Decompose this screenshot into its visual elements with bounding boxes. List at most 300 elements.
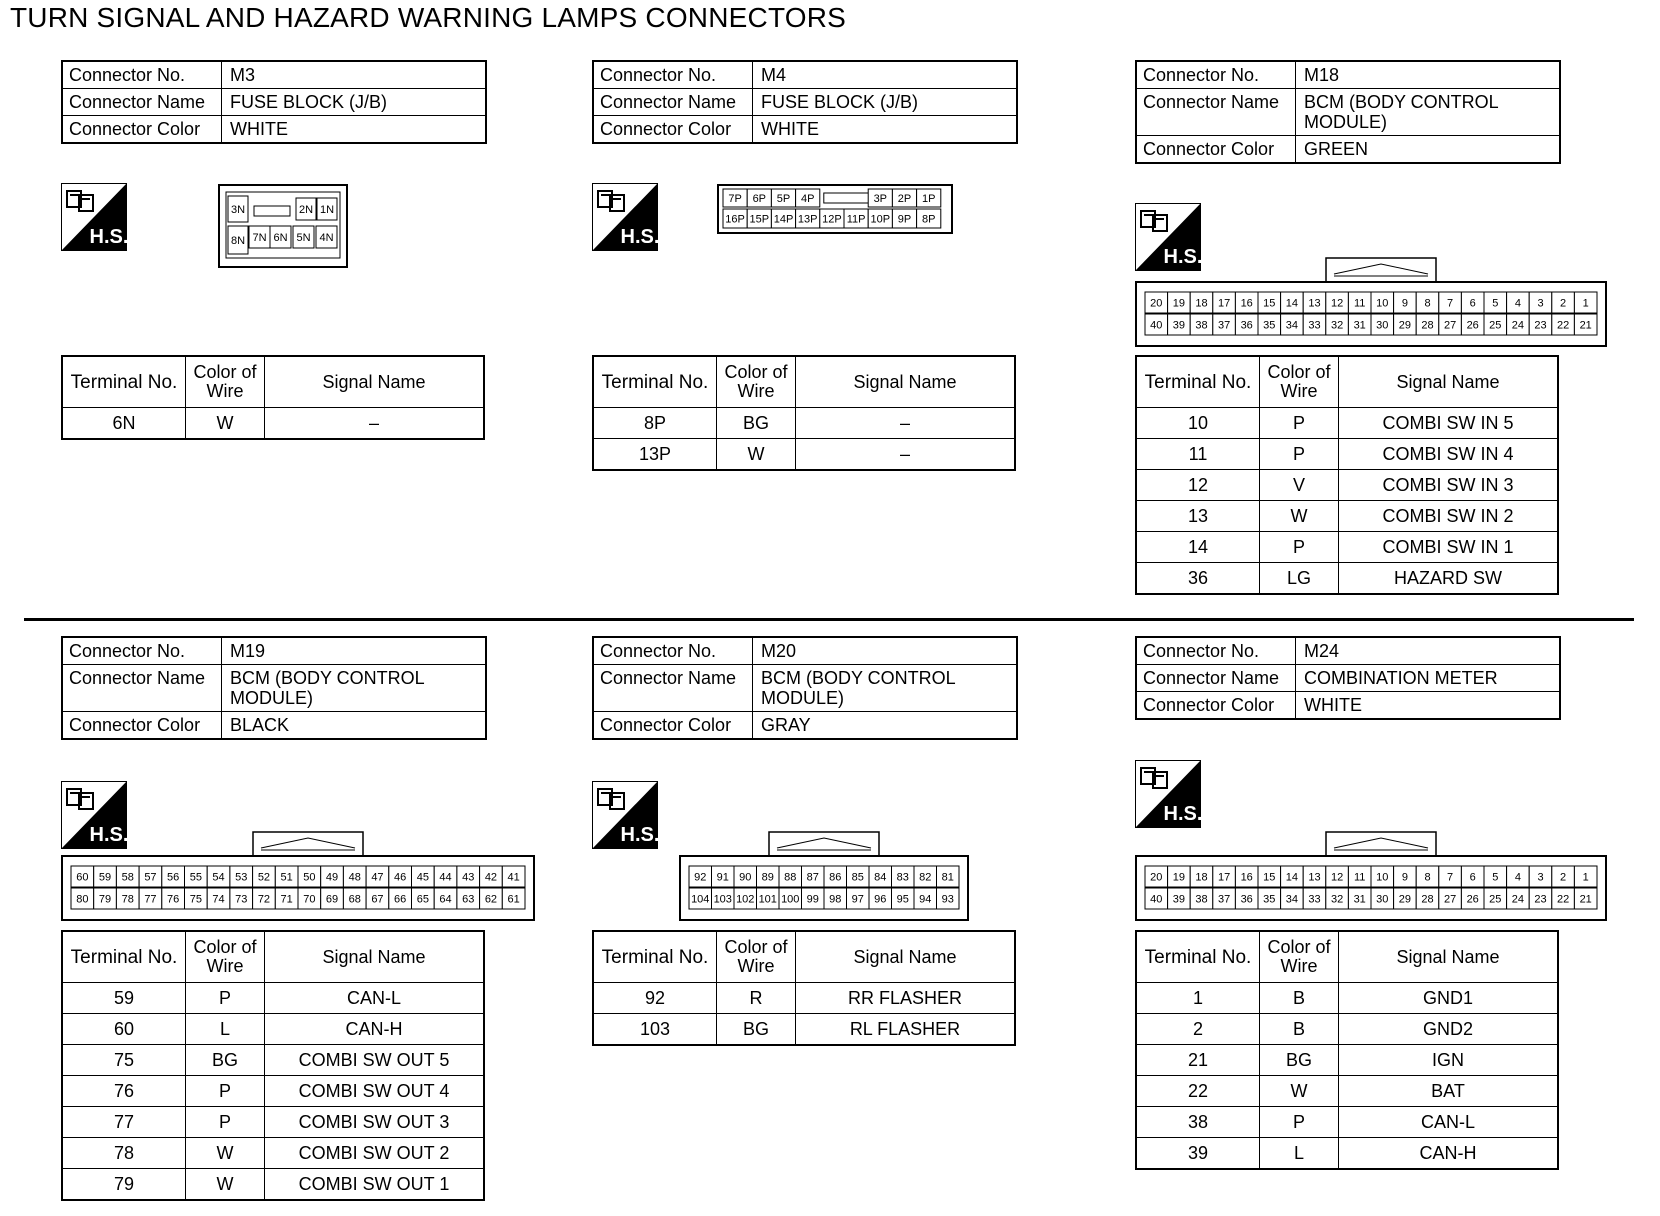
svg-text:84: 84 [874,871,887,884]
connector-pin [937,866,960,887]
wire-color: P [1260,439,1339,470]
svg-text:50: 50 [303,871,316,884]
connector-pin [1348,314,1371,335]
table-row [62,983,484,1014]
connector-pin [917,189,941,207]
svg-text:9: 9 [1401,297,1408,310]
table-row [62,1138,484,1169]
connector-pin [253,866,276,887]
svg-text:55: 55 [189,871,202,884]
terminal-number: 14 [1136,532,1260,563]
svg-text:64: 64 [439,893,452,906]
terminal-table [61,930,485,1201]
connector-pin [802,866,825,887]
connector-pin [1574,866,1597,887]
connector-pin [689,866,712,887]
table-row [62,408,484,440]
svg-text:4: 4 [1514,297,1521,310]
svg-text:82: 82 [919,871,932,884]
svg-text:25: 25 [1489,319,1502,332]
svg-text:69: 69 [325,893,339,906]
connector-info-table [61,636,487,740]
svg-text:76: 76 [167,893,180,906]
wire-color-header: Color of Wire [1260,931,1339,983]
svg-text:11P: 11P [846,213,866,226]
connector-pin [1326,888,1349,909]
hs-label: H.S. [89,824,127,846]
svg-text:104: 104 [691,893,710,906]
svg-text:49: 49 [325,871,339,884]
connector-diagram [1135,256,1607,356]
svg-text:22: 22 [1556,893,1570,906]
svg-text:94: 94 [919,893,932,906]
connector-pin [1484,866,1507,887]
svg-text:28: 28 [1421,319,1434,332]
svg-text:27: 27 [1443,893,1457,906]
connector-pin [1281,314,1304,335]
svg-text:68: 68 [348,893,361,906]
hs-label: H.S. [620,824,658,846]
svg-text:103: 103 [713,893,732,906]
connector-pin [771,189,795,207]
connector-face [717,184,953,234]
connector-pin [1507,292,1530,313]
connector-pin [1145,866,1168,887]
svg-text:10: 10 [1376,297,1389,310]
signal-name: GND1 [1339,983,1559,1014]
wire-color-header: Color of Wire [717,931,796,983]
svg-text:11: 11 [1353,871,1366,884]
svg-text:37: 37 [1217,893,1231,906]
connector-pin [868,209,892,228]
svg-text:22: 22 [1556,319,1570,332]
svg-text:24: 24 [1511,893,1525,906]
svg-text:35: 35 [1263,893,1276,906]
svg-text:44: 44 [439,871,452,884]
connector-name-label: Connector Name [62,665,222,712]
connector-pin [723,209,747,228]
svg-text:15P: 15P [749,213,770,226]
svg-text:39: 39 [1172,319,1186,332]
svg-text:27: 27 [1443,319,1457,332]
connector-diagram [1135,830,1607,930]
svg-text:53: 53 [235,871,248,884]
svg-text:20: 20 [1150,297,1163,310]
connector-pin [1303,314,1326,335]
connector-pin [869,866,892,887]
svg-text:6: 6 [1469,871,1476,884]
wire-color: V [1260,470,1339,501]
connector-pin [366,866,389,887]
connector-pin [249,226,270,248]
connector-pin [1416,314,1439,335]
connector-name-value: BCM (BODY CONTROL MODULE) [1296,89,1561,136]
wire-color: BG [717,1014,796,1046]
svg-text:1P: 1P [921,193,936,205]
svg-text:97: 97 [851,893,864,906]
hs-label: H.S. [620,226,658,248]
signal-name: COMBI SW OUT 2 [265,1138,485,1169]
connector-pin [71,888,94,909]
connector-pin [1213,866,1236,887]
connector-pin [412,866,435,887]
connector-pin [185,888,208,909]
svg-text:14: 14 [1285,871,1299,884]
wire-color: B [1260,1014,1339,1045]
signal-name: IGN [1339,1045,1559,1076]
connector-name-label: Connector Name [593,89,753,116]
connector-color-value: GRAY [753,712,1018,740]
connector-pin [1168,292,1191,313]
connector-pin [1439,866,1462,887]
svg-text:5N: 5N [296,232,311,244]
svg-text:48: 48 [348,871,361,884]
svg-text:34: 34 [1285,319,1299,332]
connector-pin [1552,292,1575,313]
signal-name: CAN-L [1339,1107,1559,1138]
connector-color-label: Connector Color [62,116,222,144]
wire-color: P [1260,1107,1339,1138]
connector-pin [389,866,412,887]
connector-pin [480,866,503,887]
connector-pin [917,209,941,228]
hs-icon-wrapper [1135,760,1201,828]
terminal-table [592,930,1016,1046]
terminal-number: 11 [1136,439,1260,470]
svg-text:16: 16 [1240,871,1253,884]
connector-color-value: BLACK [222,712,487,740]
connector-number-label: Connector No. [62,61,222,89]
connector-pin [1145,314,1168,335]
connector-number-label: Connector No. [1136,637,1296,665]
signal-name: CAN-H [265,1014,485,1045]
signal-name: COMBI SW OUT 3 [265,1107,485,1138]
signal-name: CAN-L [265,983,485,1014]
svg-text:11: 11 [1353,297,1366,310]
connector-pin [723,189,747,207]
svg-text:39: 39 [1172,893,1186,906]
connector-pin [1529,888,1552,909]
connector-pin [1145,292,1168,313]
connector-pin [1507,866,1530,887]
connector-pin [230,866,253,887]
svg-text:13P: 13P [797,213,818,226]
svg-text:40: 40 [1150,893,1163,906]
connector-pin [1371,292,1394,313]
connector-pin [366,888,389,909]
connector-pin [228,226,248,254]
svg-text:75: 75 [189,893,202,906]
svg-text:60: 60 [76,871,89,884]
connector-pin [1281,866,1304,887]
connector-pin [914,866,937,887]
connector-pin [296,198,316,220]
connector-pin [1484,314,1507,335]
connector-pin [747,189,771,207]
wire-color: W [1260,1076,1339,1107]
connector-name-value: FUSE BLOCK (J/B) [753,89,1018,116]
svg-text:2N: 2N [298,204,314,216]
connector-pin [1235,866,1258,887]
connector-pin [1348,888,1371,909]
connector-pin [1235,314,1258,335]
svg-text:33: 33 [1308,319,1321,332]
connector-pin [1235,292,1258,313]
svg-text:33: 33 [1308,893,1321,906]
terminal-number: 77 [62,1107,186,1138]
svg-text:58: 58 [121,871,134,884]
terminal-number: 13 [1136,501,1260,532]
svg-text:9: 9 [1401,871,1408,884]
table-row [1136,439,1558,470]
connector-pin [1168,866,1191,887]
connector-pin [1416,866,1439,887]
svg-text:17: 17 [1217,871,1231,884]
terminal-table [1135,355,1559,595]
connector-pin [207,888,230,909]
svg-text:3: 3 [1537,297,1544,310]
table-row [1136,1076,1558,1107]
svg-text:36: 36 [1240,893,1253,906]
svg-text:8: 8 [1424,297,1431,310]
connector-pin [757,866,780,887]
connector-pin [1326,314,1349,335]
connector-pin [1371,866,1394,887]
svg-text:16P: 16P [725,213,745,226]
svg-text:17: 17 [1217,297,1231,310]
svg-text:99: 99 [806,893,819,906]
connector-pin [253,888,276,909]
connector-pin [868,189,892,207]
svg-text:7N: 7N [252,232,267,244]
connector-pin [914,888,937,909]
wire-color: W [186,408,265,440]
connector-pin [275,866,298,887]
svg-text:87: 87 [806,871,819,884]
connector-pin [1552,314,1575,335]
connector-pin [317,198,337,220]
signal-name: COMBI SW IN 2 [1339,501,1559,532]
connector-pin [712,866,735,887]
connector-pin [343,888,366,909]
harness-side-icon [592,183,658,251]
svg-text:29: 29 [1398,319,1412,332]
svg-text:6P: 6P [752,193,767,205]
connector-pin [892,209,916,228]
connector-info-table [592,60,1018,144]
connector-color-value: WHITE [1296,692,1561,720]
connector-name-label: Connector Name [1136,89,1296,136]
terminal-no-header: Terminal No. [62,931,186,983]
connector-pin [824,888,847,909]
wire-color: W [186,1138,265,1169]
connector-pin [937,888,960,909]
connector-pin [1461,314,1484,335]
connector-pin [1190,314,1213,335]
svg-text:100: 100 [781,893,800,906]
svg-text:81: 81 [941,871,954,884]
svg-text:86: 86 [829,871,842,884]
connector-pin [298,866,321,887]
svg-text:12: 12 [1330,871,1344,884]
connector-pin [1348,292,1371,313]
svg-text:38: 38 [1195,319,1208,332]
connector-pin [1439,314,1462,335]
connector-pin [1258,866,1281,887]
svg-text:8P: 8P [921,213,936,226]
terminal-number: 92 [593,983,717,1014]
connector-pin [94,888,117,909]
svg-text:93: 93 [941,893,954,906]
hs-label: H.S. [1163,246,1201,268]
terminal-number: 39 [1136,1138,1260,1170]
svg-text:3P: 3P [873,193,888,205]
terminal-number: 78 [62,1138,186,1169]
svg-text:4: 4 [1514,871,1521,884]
connector-pin [747,209,771,228]
svg-text:18: 18 [1195,871,1208,884]
connector-pin [689,888,712,909]
signal-name: COMBI SW OUT 4 [265,1076,485,1107]
svg-text:1: 1 [1582,871,1589,884]
svg-text:14: 14 [1285,297,1299,310]
svg-text:7: 7 [1447,297,1454,310]
svg-text:3N: 3N [230,204,246,216]
connector-pin [1439,292,1462,313]
svg-text:32: 32 [1330,319,1344,332]
page-title: TURN SIGNAL AND HAZARD WARNING LAMPS CONNECTORS [10,2,847,33]
connector-pin [502,866,525,887]
connector-pin [139,866,162,887]
connector-pin [1461,292,1484,313]
connector-color-value: GREEN [1296,136,1561,164]
connector-pin [480,888,503,909]
table-row [1136,1045,1558,1076]
hs-icon-wrapper [592,183,658,251]
wire-color: W [717,439,796,471]
svg-text:34: 34 [1285,893,1299,906]
connector-pin [162,888,185,909]
wire-color: R [717,983,796,1014]
svg-text:13: 13 [1308,297,1321,310]
signal-name: COMBI SW IN 1 [1339,532,1559,563]
connector-pin [1303,866,1326,887]
svg-text:5P: 5P [776,193,791,205]
connector-pin [1235,888,1258,909]
connector-pin [1484,292,1507,313]
svg-text:92: 92 [694,871,707,884]
svg-text:47: 47 [371,871,384,884]
svg-text:95: 95 [896,893,909,906]
connector-pin [892,866,915,887]
svg-text:15: 15 [1263,297,1276,310]
connector-info-table [1135,60,1561,164]
connector-pin [1529,314,1552,335]
connector-pin [869,888,892,909]
connector-color-label: Connector Color [1136,692,1296,720]
hs-icon-wrapper [61,183,127,251]
svg-text:46: 46 [394,871,407,884]
svg-text:63: 63 [462,893,475,906]
connector-pin [1213,314,1236,335]
wire-color-header: Color of Wire [186,356,265,408]
connector-pin [434,866,457,887]
connector-pin [1416,888,1439,909]
connector-pin [457,888,480,909]
svg-text:96: 96 [874,893,887,906]
connector-pin [796,209,820,228]
terminal-number: 12 [1136,470,1260,501]
connector-number-value: M18 [1296,61,1561,89]
svg-text:29: 29 [1398,893,1412,906]
wire-color: P [1260,532,1339,563]
connector-pin [139,888,162,909]
wire-color: W [1260,501,1339,532]
connector-number-label: Connector No. [593,61,753,89]
svg-text:72: 72 [257,893,271,906]
terminal-number: 79 [62,1169,186,1201]
connector-pin [321,866,344,887]
connector-diagram [61,830,535,930]
svg-text:41: 41 [507,871,520,884]
svg-text:23: 23 [1534,893,1547,906]
signal-name: – [796,439,1016,471]
svg-text:8N: 8N [230,235,246,247]
connector-pin [434,888,457,909]
connector-pin [1484,888,1507,909]
connector-pin [1258,314,1281,335]
connector-number-label: Connector No. [62,637,222,665]
table-row [1136,1014,1558,1045]
svg-text:35: 35 [1263,319,1276,332]
connector-pin [228,196,248,222]
svg-text:25: 25 [1489,893,1502,906]
wire-color: BG [717,408,796,439]
terminal-number: 36 [1136,563,1260,595]
wire-color: W [186,1169,265,1201]
svg-text:19: 19 [1172,871,1186,884]
svg-text:61: 61 [507,893,520,906]
svg-text:20: 20 [1150,871,1163,884]
svg-text:19: 19 [1172,297,1186,310]
connector-pin [1507,314,1530,335]
svg-text:78: 78 [121,893,134,906]
table-row [1136,1107,1558,1138]
connector-pin [1213,888,1236,909]
connector-name-label: Connector Name [1136,665,1296,692]
svg-text:6N: 6N [273,232,288,244]
connector-pin [275,888,298,909]
connector-pin [71,866,94,887]
connector-name-value: BCM (BODY CONTROL MODULE) [222,665,487,712]
svg-text:98: 98 [829,893,842,906]
svg-text:40: 40 [1150,319,1163,332]
connector-color-value: WHITE [222,116,487,144]
svg-text:26: 26 [1466,893,1479,906]
terminal-table [61,355,485,440]
hs-icon-wrapper [592,781,658,849]
terminal-number: 103 [593,1014,717,1046]
svg-text:88: 88 [784,871,797,884]
connector-pin [1574,292,1597,313]
svg-text:8: 8 [1424,871,1431,884]
signal-name: COMBI SW OUT 5 [265,1045,485,1076]
harness-side-icon [1135,760,1201,828]
connector-info-table [61,60,487,144]
terminal-number: 1 [1136,983,1260,1014]
terminal-number: 2 [1136,1014,1260,1045]
svg-text:23: 23 [1534,319,1547,332]
